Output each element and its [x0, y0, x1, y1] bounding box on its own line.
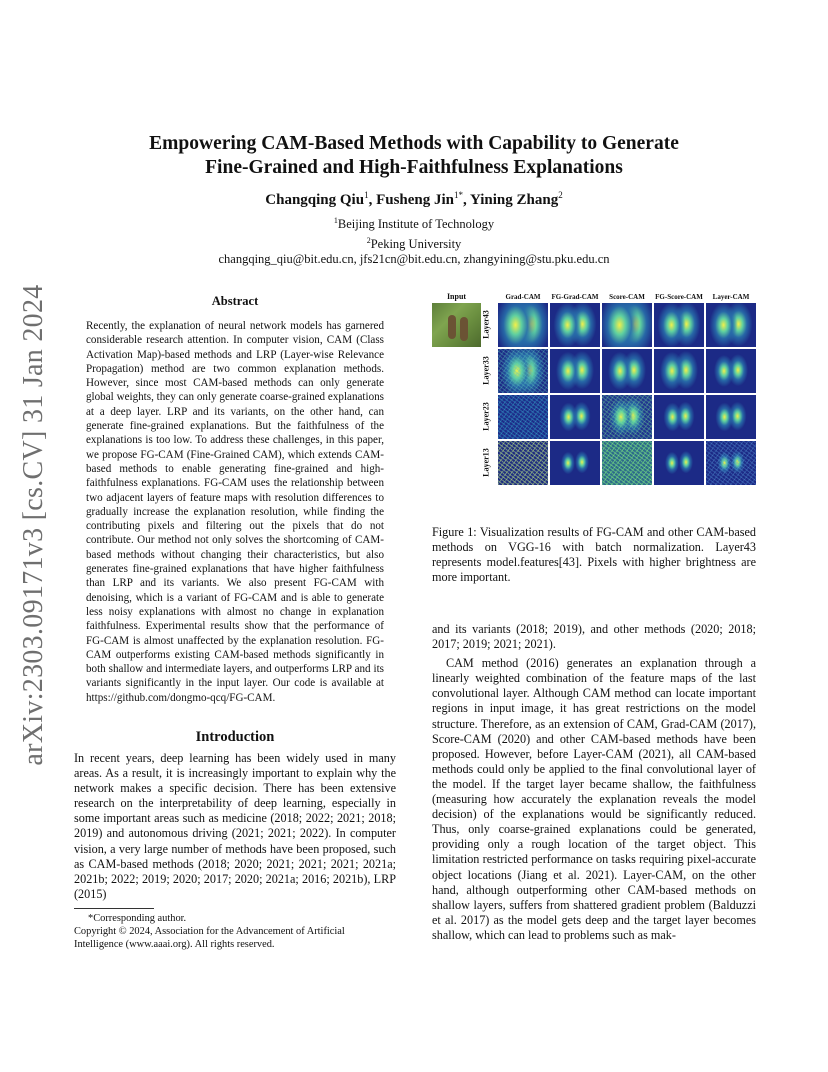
heatmap-thumbnail [602, 395, 652, 439]
affiliation-name: Beijing Institute of Technology [337, 217, 495, 232]
right-paragraph-cam: CAM method (2016) generates an explanation through a linearly weighted combination of the feature maps of the last convolutional layer. Although CAM method can locate important regions in input image, it has great restrictions on the model structure. Therefore, as an extension of CAM, Grad-CAM (2017), Score-CAM (2020) and other CAM-based methods have been proposed. However, before Layer-CAM (2021), all CAM-based methods could only be applied to the final convolutional layer of the model. If the target layer became shallow, the faithfulness (measuring how accurately the explanation reveals the model decision) of the explanations would be significantly reduced. Thus, only coarse-grained explanations could be generated, providing only a rough location of the target object. This limitation restricted performance on tasks requiring pixel-accurate object locations (Jiang et al. 2021). Layer-CAM, on the other hand, although outperforming other CAM-based methods on shallow layers, suffers from shattered gradient problem (Balduzzi et al. 2017) as the model gets deep and the target layer becomes shallow, which can lead to problems such as mak- [432, 656, 756, 942]
heatmap-thumbnail [498, 441, 548, 485]
heatmap-thumbnail [550, 349, 600, 393]
author-name: Changqing Qiu [265, 192, 365, 208]
heatmap-thumbnail [706, 441, 756, 485]
layer-row-label: Layer43 [481, 310, 491, 339]
heatmap-thumbnail [706, 395, 756, 439]
heatmap-thumbnail [550, 303, 600, 347]
heatmap-thumbnail [654, 441, 704, 485]
leopard-shape [460, 317, 468, 341]
method-column-label: Grad-CAM [505, 293, 541, 301]
input-image-leopards [432, 303, 481, 347]
corresponding-author-footnote: *Corresponding author. [88, 913, 187, 924]
heatmap-thumbnail [498, 303, 548, 347]
introduction-heading: Introduction [195, 729, 275, 746]
affiliation-mark: 2 [366, 235, 371, 245]
arxiv-identifier-stamp [4, 284, 64, 766]
layer-row-label: Layer13 [481, 448, 491, 477]
right-paragraph-continuation: and its variants (2018; 2019), and other methods (2020; 2018; 2017; 2019; 2021; 2021). [432, 622, 756, 652]
title-line-2: Fine-Grained and High-Faithfulness Explanations [205, 157, 623, 178]
heatmap-thumbnail [602, 441, 652, 485]
author-list: Changqing Qiu$^1$, Fusheng Jin$^{1*}$, Yining Zhang$^2$ [265, 190, 563, 208]
author-name: Yining Zhang [469, 192, 559, 208]
author-affiliation-mark: 2 [558, 190, 563, 200]
method-column-label: FG-Grad-CAM [551, 293, 599, 301]
footnotes [74, 908, 396, 951]
heatmap-thumbnail [654, 303, 704, 347]
heatmap-thumbnail [498, 349, 548, 393]
paper-title [100, 132, 728, 180]
arxiv-stamp-text: arXiv:2303.09171v3 [cs.CV] 31 Jan 2024 [18, 284, 49, 766]
heatmap-thumbnail [550, 441, 600, 485]
heatmap-thumbnail [654, 349, 704, 393]
affiliation-mark: 1 [333, 216, 338, 225]
heatmap-thumbnail [498, 395, 548, 439]
heatmap-thumbnail [550, 395, 600, 439]
heatmap-thumbnail [706, 349, 756, 393]
heatmap-thumbnail [706, 303, 756, 347]
footnote-rule [74, 908, 154, 909]
input-column-label: Input [446, 292, 467, 301]
layer-row-label: Layer33 [481, 356, 491, 385]
introduction-paragraph: In recent years, deep learning has been widely used in many areas. As a result, it is increasingly important to explain why the network makes a specific decision. There has been extensive research on the interpretability of deep learning, especially in some important areas such as medicine (2018; 2022; 2021; 2018; 2019) and autonomous driving (2021; 2021; 2022). In computer vision, a very large number of methods have been proposed, such as CAM-based methods (2018; 2020; 2021; 2021; 2021; 2021a; 2021b; 2022; 2019; 2020; 2017; 2020; 2021a; 2016; 2021b), LRP (2015) [74, 751, 396, 901]
method-column-label: FG-Score-CAM [655, 293, 703, 301]
author-name: Fusheng Jin [376, 192, 455, 208]
figure-visualization-grid [432, 292, 756, 514]
affiliations [100, 213, 728, 268]
heatmap-thumbnail [654, 395, 704, 439]
author-affiliation-mark: 1 [364, 190, 369, 200]
method-column-label: Layer-CAM [712, 293, 750, 301]
figure-caption: Figure 1: Visualization results of FG-CAM and other CAM-based methods on VGG-16 with batch normalization. Layer43 represents model.features[43]. Pixels with higher brightness are more important. [432, 525, 756, 585]
right-column [432, 622, 756, 943]
author-emails: changqing_qiu@bit.edu.cn, jfs21cn@bit.edu.cn, zhangyining@stu.pku.edu.cn [218, 252, 610, 267]
leopard-shape [448, 315, 456, 339]
heatmap-thumbnail [602, 349, 652, 393]
affiliation-name: Peking University [370, 236, 462, 251]
author-affiliation-mark: 1* [454, 190, 464, 200]
copyright-notice: Copyright © 2024, Association for the Advancement of Artificial Intelligence (www.aaai.org). All rights reserved. [74, 926, 345, 950]
abstract-text: Recently, the explanation of neural network models has garnered considerable research attention. In computer vision, CAM (Class Activation Map)-based methods and LRP (Layer-wise Relevance Propagation) method are two common explanation methods. However, since most CAM-based methods can only generate global weights, they can only generate coarse-grained explanations at a deep layer. LRP and its variants, on the other hand, can generate fine-grained explanations. But the faithfulness of the explanations is too low. To address these challenges, in this paper, we propose FG-CAM (Fine-Grained CAM), which extends CAM-based methods to enable generating fine-grained and high-faithfulness explanations. FG-CAM uses the relationship between two adjacent layers of feature maps with resolution differences to gradually increase the explanation resolution, while finding the contributing pixels and filtering out the pixels that do not contribute. Our method not only solves the shortcoming of CAM-based methods without changing their characteristics, but also generates fine-grained explanations that have higher faithfulness than LRP and its variants. We also present FG-CAM with denoising, which is a variant of FG-CAM and is able to generate less noisy explanations with almost no change in explanation faithfulness. Experimental results show that the performance of FG-CAM is almost unaffected by the explanation resolution. FG-CAM outperforms existing CAM-based methods significantly in both shallow and intermediate layers, and outperforms LRP and its variants significantly in the input layer. Our code is available at https://github.com/dongmo-qcq/FG-CAM. [86, 320, 384, 704]
method-column-label: Score-CAM [609, 293, 645, 301]
heatmap-thumbnail [602, 303, 652, 347]
abstract-heading: Abstract [211, 294, 259, 308]
title-line-1: Empowering CAM-Based Methods with Capability to Generate [149, 133, 679, 154]
left-column [74, 294, 396, 902]
layer-row-label: Layer23 [481, 402, 491, 431]
